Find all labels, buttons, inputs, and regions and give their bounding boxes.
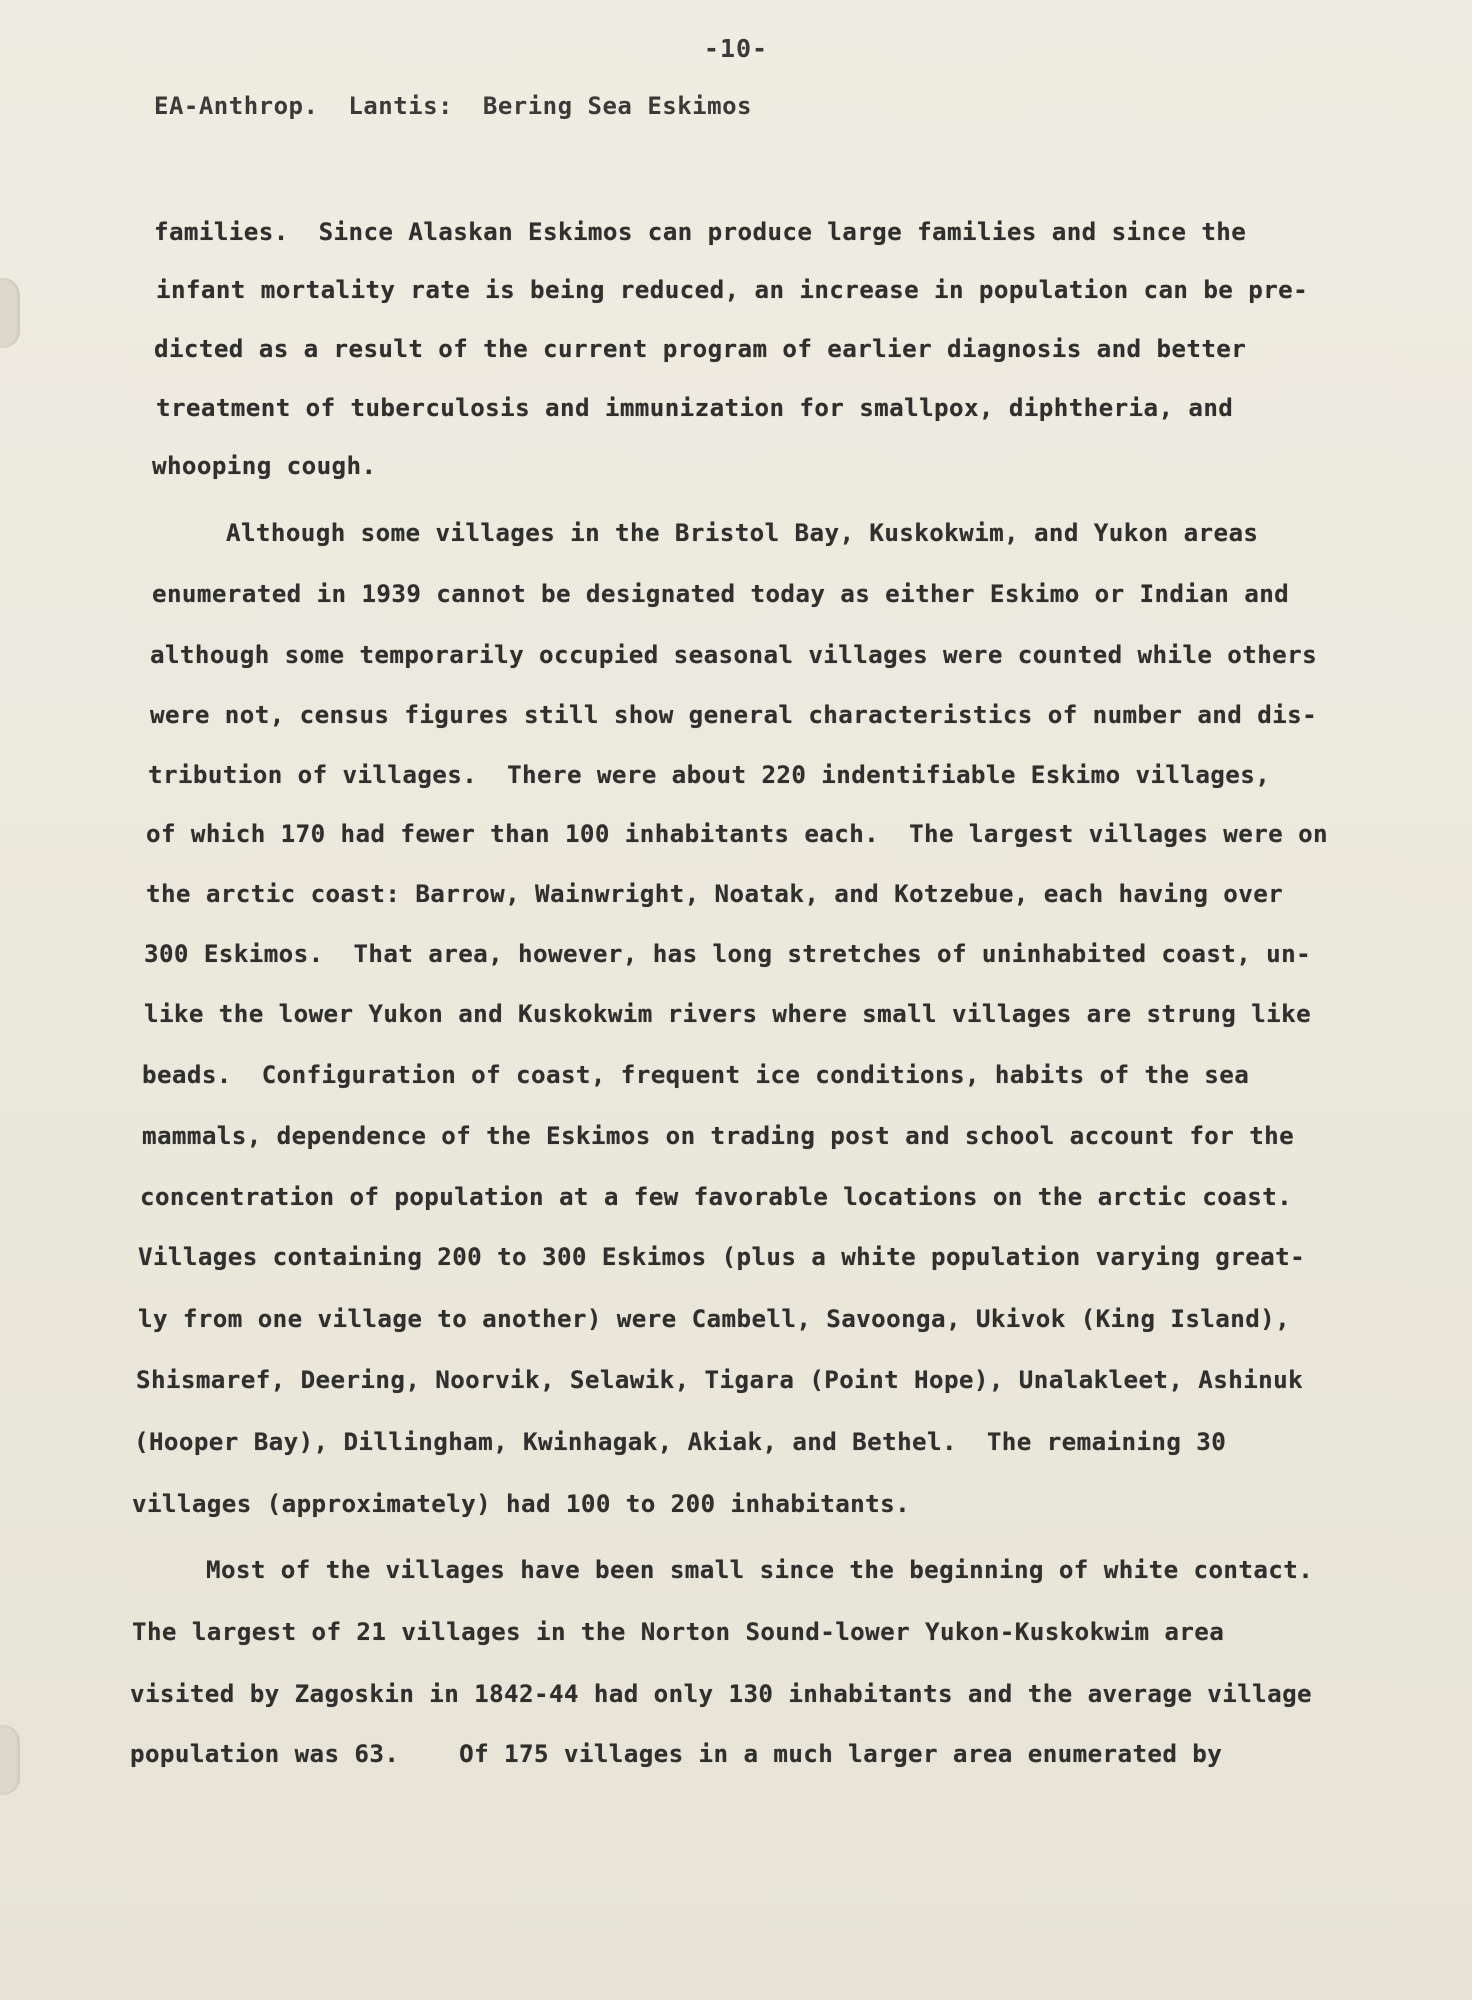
body-line: of which 170 had fewer than 100 inhabitants each. The largest villages were on (146, 820, 1329, 848)
body-line: families. Since Alaskan Eskimos can produce large families and since the (154, 218, 1247, 246)
body-line: whooping cough. (152, 452, 377, 480)
body-line: were not, census figures still show general characteristics of number and dis- (150, 701, 1318, 729)
page-number: -10- (703, 34, 769, 63)
body-line: dicted as a result of the current program of earlier diagnosis and better (154, 335, 1247, 363)
body-line: like the lower Yukon and Kuskokwim rivers where small villages are strung like (144, 1000, 1312, 1028)
body-line: although some temporarily occupied seasonal villages were counted while others (150, 641, 1318, 669)
body-line: tribution of villages. There were about 220 indentifiable Eskimo villages, (148, 761, 1271, 789)
body-line: The largest of 21 villages in the Norton Sound-lower Yukon-Kuskokwim area (132, 1618, 1225, 1646)
paragraph-first-line: Although some villages in the Bristol Bay, Kuskokwim, and Yukon areas (226, 519, 1259, 547)
body-line: the arctic coast: Barrow, Wainwright, Noatak, and Kotzebue, each having over (146, 880, 1284, 908)
running-head: EA-Anthrop. Lantis: Bering Sea Eskimos (154, 92, 752, 120)
body-line: visited by Zagoskin in 1842-44 had only 130 inhabitants and the average village (130, 1680, 1313, 1708)
body-line: infant mortality rate is being reduced, an increase in population can be pre- (156, 276, 1309, 304)
body-line: villages (approximately) had 100 to 200 inhabitants. (132, 1490, 911, 1518)
body-line: enumerated in 1939 cannot be designated today as either Eskimo or Indian and (152, 580, 1290, 608)
body-line: population was 63. Of 175 villages in a much larger area enumerated by (130, 1740, 1223, 1768)
punch-hole (0, 1725, 20, 1795)
body-line: treatment of tuberculosis and immunization for smallpox, diphtheria, and (156, 394, 1234, 422)
body-line: beads. Configuration of coast, frequent ice conditions, habits of the sea (142, 1061, 1250, 1089)
body-line: Shismaref, Deering, Noorvik, Selawik, Tigara (Point Hope), Unalakleet, Ashinuk (136, 1366, 1304, 1394)
body-line: concentration of population at a few favorable locations on the arctic coast. (140, 1183, 1293, 1211)
punch-hole (0, 278, 20, 348)
body-line: 300 Eskimos. That area, however, has long stretches of uninhabited coast, un- (144, 940, 1312, 968)
body-line: mammals, dependence of the Eskimos on trading post and school account for the (142, 1122, 1295, 1150)
body-line: (Hooper Bay), Dillingham, Kwinhagak, Akiak, and Bethel. The remaining 30 (134, 1428, 1227, 1456)
body-line: Villages containing 200 to 300 Eskimos (plus a white population varying great- (138, 1243, 1306, 1271)
paragraph-first-line: Most of the villages have been small since the beginning of white contact. (206, 1556, 1314, 1584)
body-line: ly from one village to another) were Cambell, Savoonga, Ukivok (King Island), (138, 1305, 1291, 1333)
